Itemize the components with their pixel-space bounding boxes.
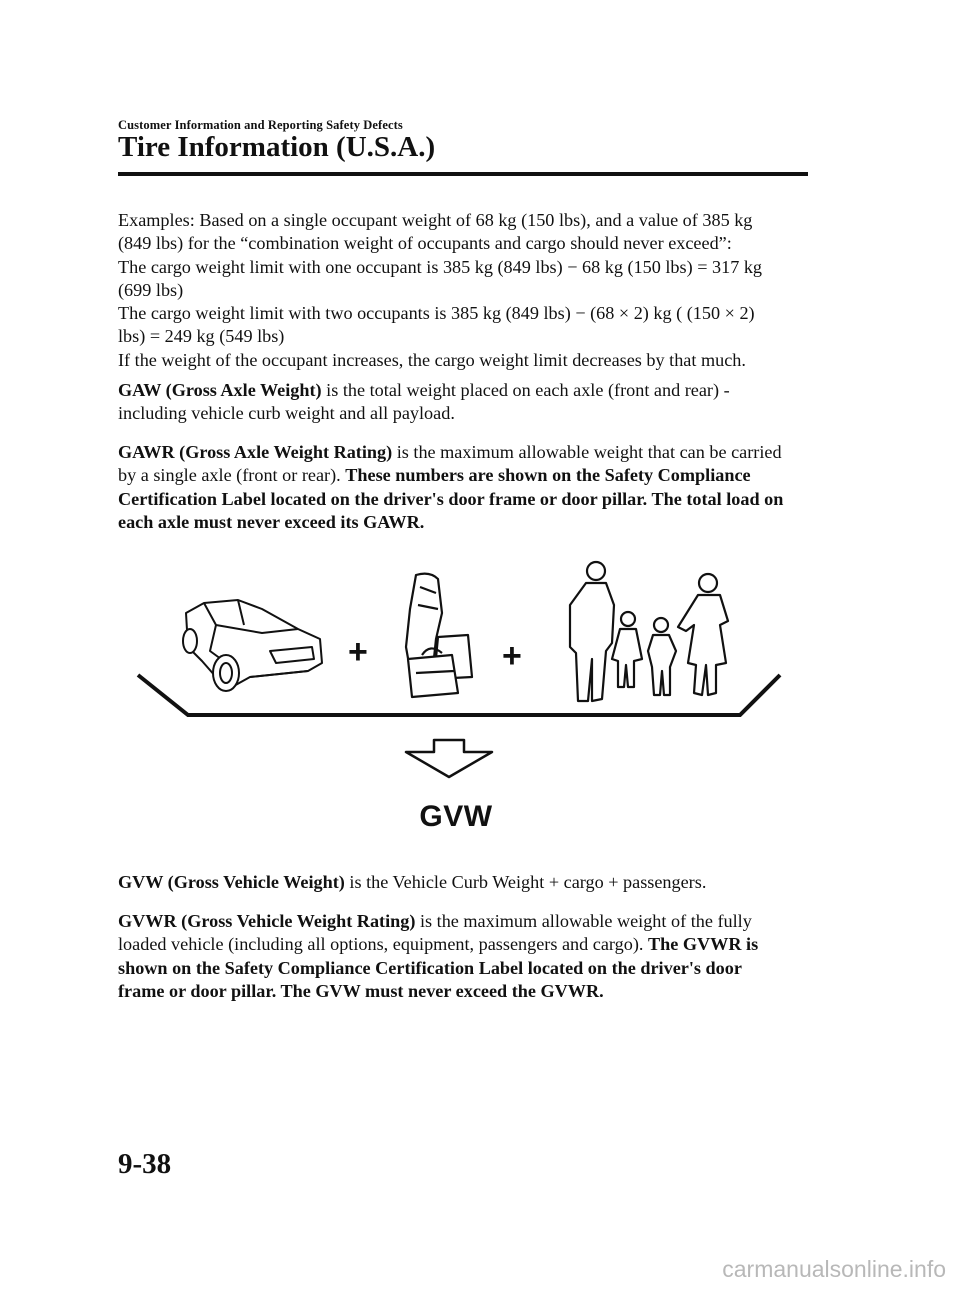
- examples-line: The cargo weight limit with two occupants is 385 kg (849 lbs) − (68 × 2) kg ( (150 × 2): [118, 303, 755, 324]
- family-passengers-icon: [570, 562, 728, 701]
- plus-sign: +: [348, 633, 368, 671]
- examples-line: The cargo weight limit with one occupant is 385 kg (849 lbs) − 68 kg (150 lbs) = 317 kg: [118, 256, 763, 277]
- section-kicker: Customer Information and Reporting Safety Defects: [118, 118, 403, 132]
- gawr-emphasis: each axle must never exceed its GAWR.: [118, 511, 425, 532]
- examples-line: Examples: Based on a single occupant weight of 68 kg (150 lbs), and a value of 385 kg: [118, 210, 753, 230]
- gvwr-emphasis: frame or door pillar. The GVW must never exceed the GVWR.: [118, 980, 604, 1001]
- page-title: Tire Information (U.S.A.): [118, 131, 436, 163]
- gvwr-text: loaded vehicle (including all options, equipment, passengers and cargo).: [118, 934, 648, 955]
- plus-sign: +: [502, 637, 522, 675]
- gvwr-text: is the maximum allowable weight of the fully: [415, 911, 752, 931]
- gaw-paragraph: [118, 379, 818, 426]
- examples-line: If the weight of the occupant increases, the cargo weight limit decreases by that much.: [118, 349, 746, 370]
- gvwr-paragraph: [118, 910, 818, 1003]
- title-divider: [118, 172, 808, 176]
- gvw-result-label: GVW: [419, 800, 493, 833]
- gawr-term: GAWR (Gross Axle Weight Rating): [118, 442, 393, 462]
- down-arrow-icon: [406, 740, 492, 777]
- gvw-paragraph: [118, 871, 818, 894]
- gaw-text: including vehicle curb weight and all payload.: [118, 403, 455, 424]
- gvwr-term: GVWR (Gross Vehicle Weight Rating): [118, 911, 416, 931]
- gvwr-emphasis: shown on the Safety Compliance Certification Label located on the driver's door: [118, 957, 742, 978]
- gawr-emphasis: Certification Label located on the driver's door frame or door pillar. The total load on: [118, 488, 784, 509]
- gawr-emphasis: These numbers are shown on the Safety Compliance: [345, 465, 751, 486]
- gaw-text: is the total weight placed on each axle (front and rear) -: [321, 380, 730, 400]
- watermark-link[interactable]: carmanualsonline.info: [722, 1256, 946, 1282]
- gvw-term: GVW (Gross Vehicle Weight): [118, 872, 345, 892]
- gawr-text: by a single axle (front or rear).: [118, 465, 346, 486]
- gvwr-emphasis: The GVWR is: [648, 934, 759, 955]
- gawr-paragraph: [118, 441, 818, 534]
- examples-line: (699 lbs): [118, 279, 184, 300]
- examples-line: lbs) = 249 kg (549 lbs): [118, 326, 285, 347]
- gaw-term: GAW (Gross Axle Weight): [118, 380, 322, 400]
- gvw-text: is the Vehicle Curb Weight + cargo + passengers.: [344, 872, 707, 892]
- examples-paragraph: [118, 209, 818, 372]
- cargo-luggage-icon: [406, 574, 472, 697]
- car-icon: [183, 600, 322, 691]
- page-number: 9-38: [118, 1148, 172, 1180]
- gawr-text: is the maximum allowable weight that can be carried: [392, 442, 782, 462]
- examples-line: (849 lbs) for the “combination weight of occupants and cargo should never exceed”:: [118, 233, 732, 254]
